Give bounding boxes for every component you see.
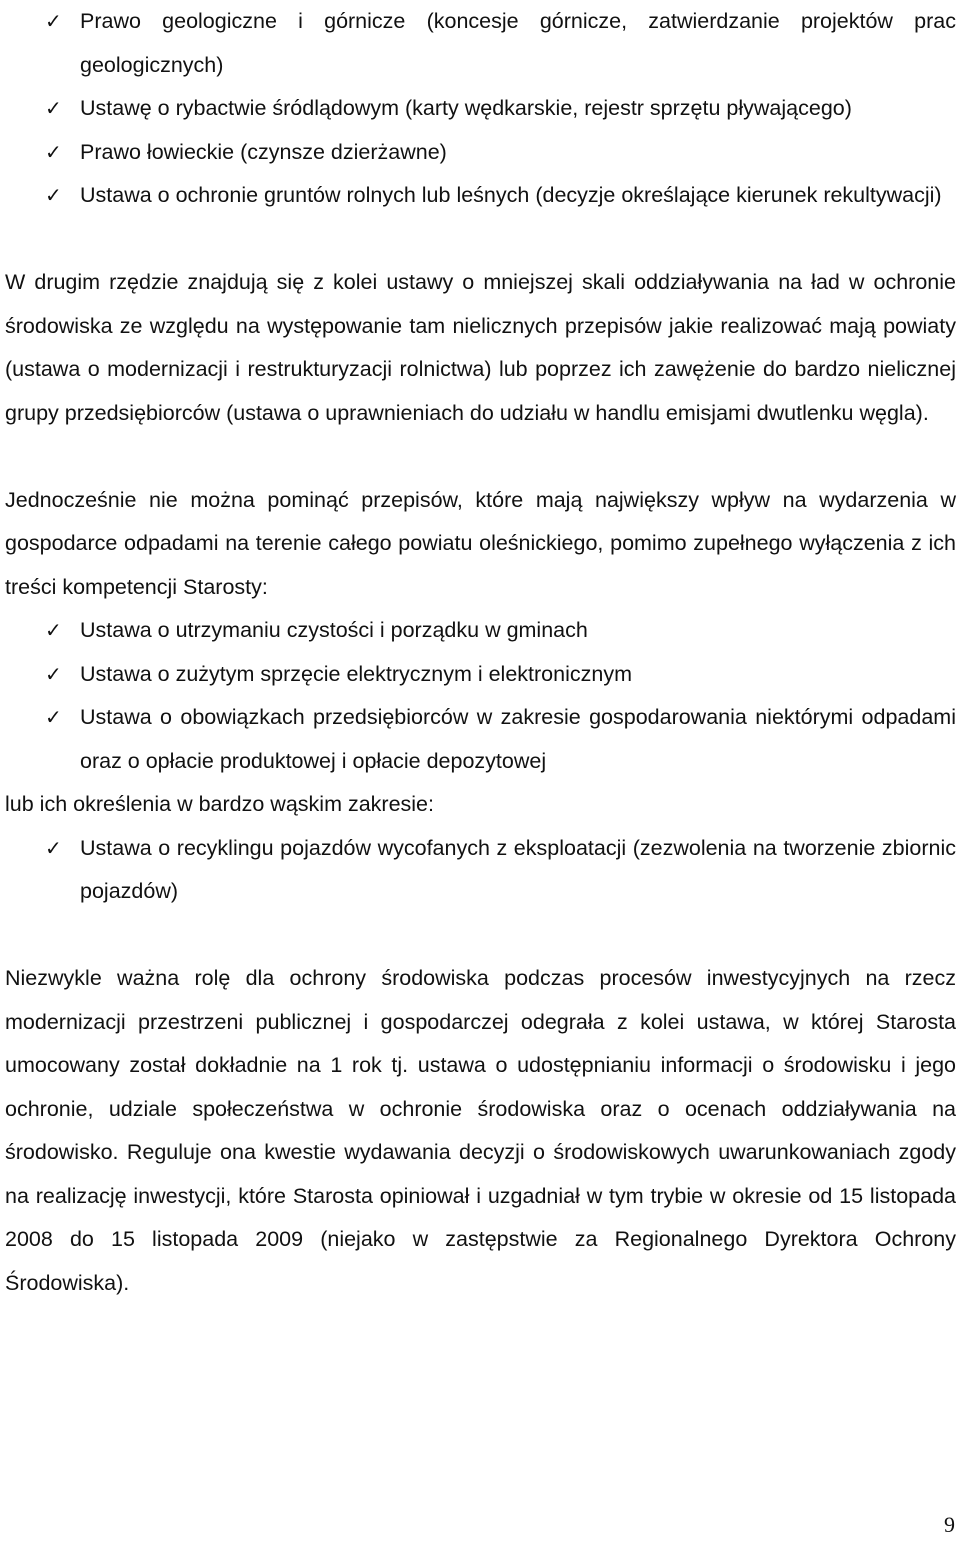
list-item-text: Ustawa o recyklingu pojazdów wycofanych z eksploatacji (zezwolenia na tworzenie zbiornic pojazdów) (80, 835, 956, 903)
list-item (5, 131, 956, 175)
list-item-text: Ustawa o obowiązkach przedsiębiorców w zakresie gospodarowania niektórymi odpadami oraz o opłacie produktowej i opłacie depozytowej (80, 705, 956, 773)
spacer (5, 914, 956, 958)
checkmark-icon: ✓ (45, 96, 62, 120)
list-item (5, 0, 956, 87)
paragraph-3: Niezwykle ważna rolę dla ochrony środowiska podczas procesów inwestycyjnych na rzecz modernizacji przestrzeni publicznej i gospodarczej odegrała z kolei ustawa, w której Starosta umocowany został dokładnie na 1 rok tj. ustawa o udostępnianiu informacji o środowisku i jego ochronie, udziale społeczeństwa w ochronie środowiska oraz o ocenach oddziaływania na środowisko. Reguluje ona kwestie wydawania decyzji o środowiskowych uwarunkowaniach zgody na realizację inwestycji, które Starosta opiniował i uzgadniał w tym trybie w okresie od 15 listopada 2008 do 15 listopada 2009 (niejako w zastępstwie za Regionalnego Dyrektora Ochrony Środowiska). (5, 966, 956, 1295)
checkmark-icon: ✓ (45, 9, 62, 33)
checkmark-icon: ✓ (45, 618, 62, 642)
list-item-text: Prawo geologiczne i górnicze (koncesje górnicze, zatwierdzanie projektów prac geologicznych) (80, 9, 956, 77)
list-item (5, 609, 956, 653)
document-page (5, 0, 956, 1305)
list-item-text: Prawo łowieckie (czynsze dzierżawne) (80, 139, 447, 164)
check-list-1 (5, 0, 956, 218)
checkmark-icon: ✓ (45, 183, 62, 207)
list-item (5, 827, 956, 914)
check-list-3 (5, 827, 956, 914)
intro-line: lub ich określenia w bardzo wąskim zakresie: (5, 792, 434, 816)
list-item-text: Ustawa o zużytym sprzęcie elektrycznym i elektronicznym (80, 661, 632, 686)
check-list-2 (5, 609, 956, 783)
spacer (5, 218, 956, 262)
list-item-text: Ustawę o rybactwie śródlądowym (karty wędkarskie, rejestr sprzętu pływającego) (80, 96, 852, 120)
checkmark-icon: ✓ (45, 705, 62, 729)
paragraph-2: Jednocześnie nie można pominąć przepisów, które mają największy wpływ na wydarzenia w gospodarce odpadami na terenie całego powiatu oleśnickiego, pomimo zupełnego wyłączenia z ich treści kompetencji Starosty: (5, 487, 956, 599)
spacer (5, 435, 956, 479)
checkmark-icon: ✓ (45, 835, 62, 860)
list-item (5, 653, 956, 697)
checkmark-icon: ✓ (45, 139, 62, 164)
paragraph-1: W drugim rzędzie znajdują się z kolei ustawy o mniejszej skali oddziaływania na ład w ochronie środowiska ze względu na występowanie tam nielicznych przepisów jakie realizować mają powiaty (ustawa o modernizacji i restrukturyzacji rolnictwa) lub poprzez ich zawężenie do bardzo nielicznej grupy przedsiębiorców (ustawa o uprawnieniach do udziału w handlu emisjami dwutlenku węgla). (5, 270, 956, 425)
page-number: 9 (944, 1512, 955, 1537)
list-item (5, 696, 956, 783)
list-item-text: Ustawa o ochronie gruntów rolnych lub leśnych (decyzje określające kierunek rekultywacji) (80, 183, 942, 207)
list-item-text: Ustawa o utrzymaniu czystości i porządku w gminach (80, 618, 588, 642)
checkmark-icon: ✓ (45, 661, 62, 686)
list-item (5, 174, 956, 218)
list-item (5, 87, 956, 131)
